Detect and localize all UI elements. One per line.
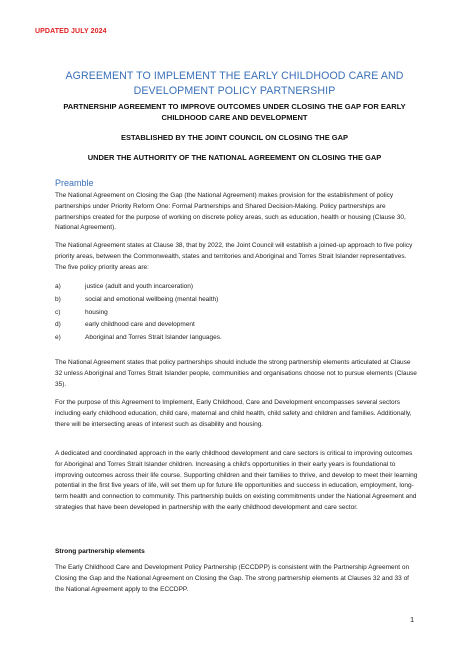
list-item-text: early childhood care and development bbox=[85, 321, 195, 329]
list-item bbox=[55, 294, 405, 307]
list-marker: c) bbox=[55, 308, 61, 316]
preamble-paragraph-3: The National Agreement states that policy partnerships should include the strong partnership elements articulated at Clause 32 unless Aboriginal and Torres Strait Islander people, communities and organisations choose not to pursue elements (Clause 35). bbox=[55, 359, 417, 388]
list-item bbox=[55, 307, 405, 320]
updated-label: UPDATED JULY 2024 bbox=[35, 28, 107, 35]
list-item bbox=[55, 332, 405, 345]
list-item-text: social and emotional wellbeing (mental health) bbox=[85, 295, 219, 303]
page-number: 1 bbox=[410, 615, 415, 624]
preamble-paragraph-2: The National Agreement states at Clause 38, that by 2022, the Joint Council will establish a joined-up approach to five policy priority areas, between the Commonwealth, states and territories and Aboriginal and Torres Strait Islander representatives. The five policy priority areas are: bbox=[55, 242, 413, 271]
strong-partnership-heading: Strong partnership elements bbox=[55, 548, 145, 555]
list-item bbox=[55, 319, 405, 332]
preamble-paragraph-1: The National Agreement on Closing the Gap (the National Agreement) makes provision for the establishment of policy partnerships under Priority Reform One: Formal Partnerships and Shared Decision-Making. Policy partnerships are partnerships created for the purpose of working on discrete policy areas, such as education, health or housing (Clause 30, National Agreement). bbox=[55, 192, 406, 232]
list-item-text: justice (adult and youth incarceration) bbox=[85, 283, 194, 290]
subtitle-authority: UNDER THE AUTHORITY OF THE NATIONAL AGREEMENT ON CLOSING THE GAP bbox=[87, 153, 382, 162]
list-marker: d) bbox=[55, 321, 61, 329]
list-marker: b) bbox=[55, 295, 61, 303]
preamble-paragraph-5: A dedicated and coordinated approach in the early childhood development and care sectors is critical to improving outcomes for Aboriginal and Torres Strait Islander children. Increasing a child's opportunities in their early years is foundational to improving outcomes across their life course. Supporting children and their families to thrive, and develop to meet their learning potential in the first five years of life, will set them up for future life opportunities and success in education, employment, long-term health and connection to community. This partnership builds on existing commitments under the National Agreement and strategies that have been developed in partnership with the early childhood development and care sector. bbox=[55, 450, 418, 511]
list-item-text: housing bbox=[85, 308, 108, 316]
document-title: AGREEMENT TO IMPLEMENT THE EARLY CHILDHOOD CARE AND DEVELOPMENT POLICY PARTNERSHIP bbox=[65, 70, 404, 97]
list-marker: a) bbox=[55, 283, 61, 290]
policy-priority-list bbox=[55, 281, 405, 345]
subtitle-partnership-agreement: PARTNERSHIP AGREEMENT TO IMPROVE OUTCOMES UNDER CLOSING THE GAP FOR EARLY CHILDHOOD CARE AND DEVELOPMENT bbox=[63, 102, 406, 122]
list-item-text: Aboriginal and Torres Strait Islander languages. bbox=[85, 334, 222, 342]
preamble-heading: Preamble bbox=[55, 178, 94, 188]
preamble-paragraph-4: For the purpose of this Agreement to Implement, Early Childhood, Care and Development encompasses several sectors including early childhood education, child care, maternal and child health, child safety and children and families. Additionally, there will be intersecting areas of interest such as disability and housing. bbox=[55, 399, 412, 428]
list-marker: e) bbox=[55, 334, 61, 342]
subtitle-established-by: ESTABLISHED BY THE JOINT COUNCIL ON CLOSING THE GAP bbox=[120, 133, 349, 142]
strong-partnership-paragraph: The Early Childhood Care and Development Policy Partnership (ECCDPP) is consistent with the Partnership Agreement on Closing the Gap and the National Agreement on Closing the Gap. The strong partnership elements at Clauses 32 and 33 of the National Agreement apply to the ECCDPP. bbox=[55, 564, 410, 593]
list-item bbox=[55, 281, 405, 294]
